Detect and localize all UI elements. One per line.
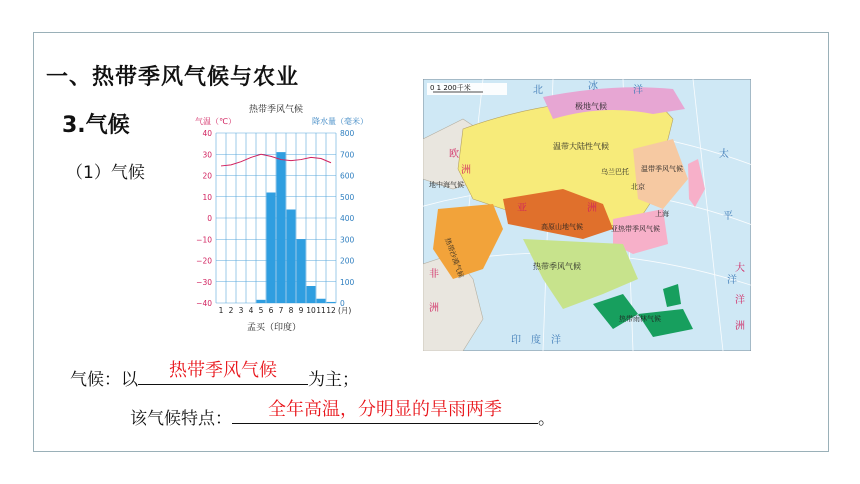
map-continent-zhou-w: 洲 <box>461 165 471 176</box>
precip-bar <box>267 193 276 304</box>
map-continent-ou: 欧 <box>449 149 459 160</box>
left-tick-label: 0 <box>207 214 212 223</box>
left-tick-label: −10 <box>196 235 212 245</box>
right-tick-label: 100 <box>340 277 355 287</box>
x-tick-label: 11 <box>316 306 326 315</box>
map-ocean-du: 度 <box>531 335 541 346</box>
map-continent-yang-o: 洋 <box>735 295 745 306</box>
x-tick-label: 10 <box>306 306 316 315</box>
precip-bar <box>327 302 336 303</box>
asia-climate-map <box>423 79 751 351</box>
x-tick-label: 6 <box>268 306 274 315</box>
map-label-temperate-monsoon: 温带季风气候 <box>641 165 683 173</box>
right-tick-label: 600 <box>340 171 355 181</box>
map-ocean-yang-e: 洋 <box>727 275 737 286</box>
climate-chart <box>190 103 370 335</box>
map-ocean-tai: 太 <box>719 149 729 160</box>
climate-line-suffix: 为主； <box>308 370 359 390</box>
x-tick-label: 4 <box>248 306 254 315</box>
map-label-highland: 高原山地气候 <box>541 223 583 231</box>
climate-answer-blank <box>138 360 308 385</box>
x-unit-label: (月) <box>338 306 352 315</box>
left-axis-label: 气温（℃） <box>195 117 236 126</box>
sub-item-label: （1）气候 <box>66 163 145 183</box>
scale-label: 0 1 200千米 <box>430 84 471 92</box>
x-tick-label: 3 <box>238 306 244 315</box>
left-tick-label: 40 <box>202 129 212 138</box>
map-ocean-ping: 平 <box>723 211 733 222</box>
precip-bar <box>317 299 326 303</box>
left-tick-label: −40 <box>196 299 212 308</box>
x-tick-label: 8 <box>288 306 294 315</box>
right-tick-label: 400 <box>340 214 355 223</box>
left-tick-label: 10 <box>202 192 212 202</box>
map-label-shanghai: 上海 <box>655 210 669 218</box>
map-continent-fei: 非 <box>429 269 439 280</box>
right-tick-label: 200 <box>340 256 355 266</box>
feature-line-prefix: 该气候特点： <box>130 409 232 429</box>
precip-bar <box>287 210 296 304</box>
station-label: 孟买（印度） <box>246 323 302 333</box>
precip-bar <box>297 239 306 303</box>
map-continent-zhou-c: 洲 <box>587 203 597 214</box>
left-tick-label: −30 <box>196 277 212 287</box>
map-label-tropical-desert: 热带沙漠气候 <box>443 236 466 280</box>
right-tick-label: 500 <box>340 192 355 202</box>
right-tick-label: 700 <box>340 150 355 160</box>
left-tick-label: 20 <box>202 171 212 181</box>
subsection-title: 3.气候 <box>62 113 130 138</box>
map-continent-zhou-a: 洲 <box>429 303 439 314</box>
map-label-beijing: 北京 <box>631 183 645 191</box>
map-label-subtropical-monsoon: 亚热带季风气候 <box>611 225 660 233</box>
map-continent-da: 大 <box>735 263 745 274</box>
right-axis-label: 降水量（毫米） <box>312 117 368 126</box>
map-continent-ya: 亚 <box>517 203 527 214</box>
map-label-mediterranean: 地中海气候 <box>429 181 464 189</box>
chart-title: 热带季风气候 <box>248 105 304 115</box>
section-title: 一、热带季风气候与农业 <box>46 65 300 90</box>
precip-bar <box>307 286 316 303</box>
climate-answer: 热带季风气候 <box>169 360 277 381</box>
x-tick-label: 2 <box>228 306 234 315</box>
map-ocean-bing: 冰 <box>588 81 598 92</box>
map-continent-zhou-o: 洲 <box>735 321 745 332</box>
x-tick-label: 1 <box>218 306 224 315</box>
map-ocean-yang-n: 洋 <box>633 85 643 96</box>
precip-bar <box>277 152 286 303</box>
map-label-ulaanbaatar: 乌兰巴托 <box>601 168 629 176</box>
feature-line <box>130 399 555 429</box>
map-ocean-yin: 印 <box>511 335 521 346</box>
right-tick-label: 300 <box>340 235 355 245</box>
x-tick-label: 5 <box>258 306 264 315</box>
map-label-polar: 极地气候 <box>575 102 607 111</box>
map-label-tropical-rainforest: 热带雨林气候 <box>619 315 661 323</box>
left-tick-label: 30 <box>202 150 212 160</box>
x-tick-label: 12 <box>326 306 336 315</box>
left-tick-label: −20 <box>196 256 212 266</box>
right-tick-label: 800 <box>340 129 355 138</box>
climate-line <box>70 360 359 390</box>
feature-line-suffix: 。 <box>538 409 555 429</box>
map-label-tropical-monsoon: 热带季风气候 <box>533 262 581 271</box>
x-tick-label: 7 <box>278 306 284 315</box>
map-ocean-yang-s: 洋 <box>551 335 561 346</box>
feature-answer: 全年高温，分明显的旱雨两季 <box>268 399 502 420</box>
right-tick-label: 0 <box>340 299 345 308</box>
feature-answer-blank <box>232 399 538 424</box>
map-label-temperate-continental: 温带大陆性气候 <box>553 142 609 151</box>
climate-line-prefix: 气候：以 <box>70 370 138 390</box>
x-tick-label: 9 <box>298 306 304 315</box>
precip-bar <box>257 300 266 303</box>
map-ocean-bei: 北 <box>533 85 543 96</box>
